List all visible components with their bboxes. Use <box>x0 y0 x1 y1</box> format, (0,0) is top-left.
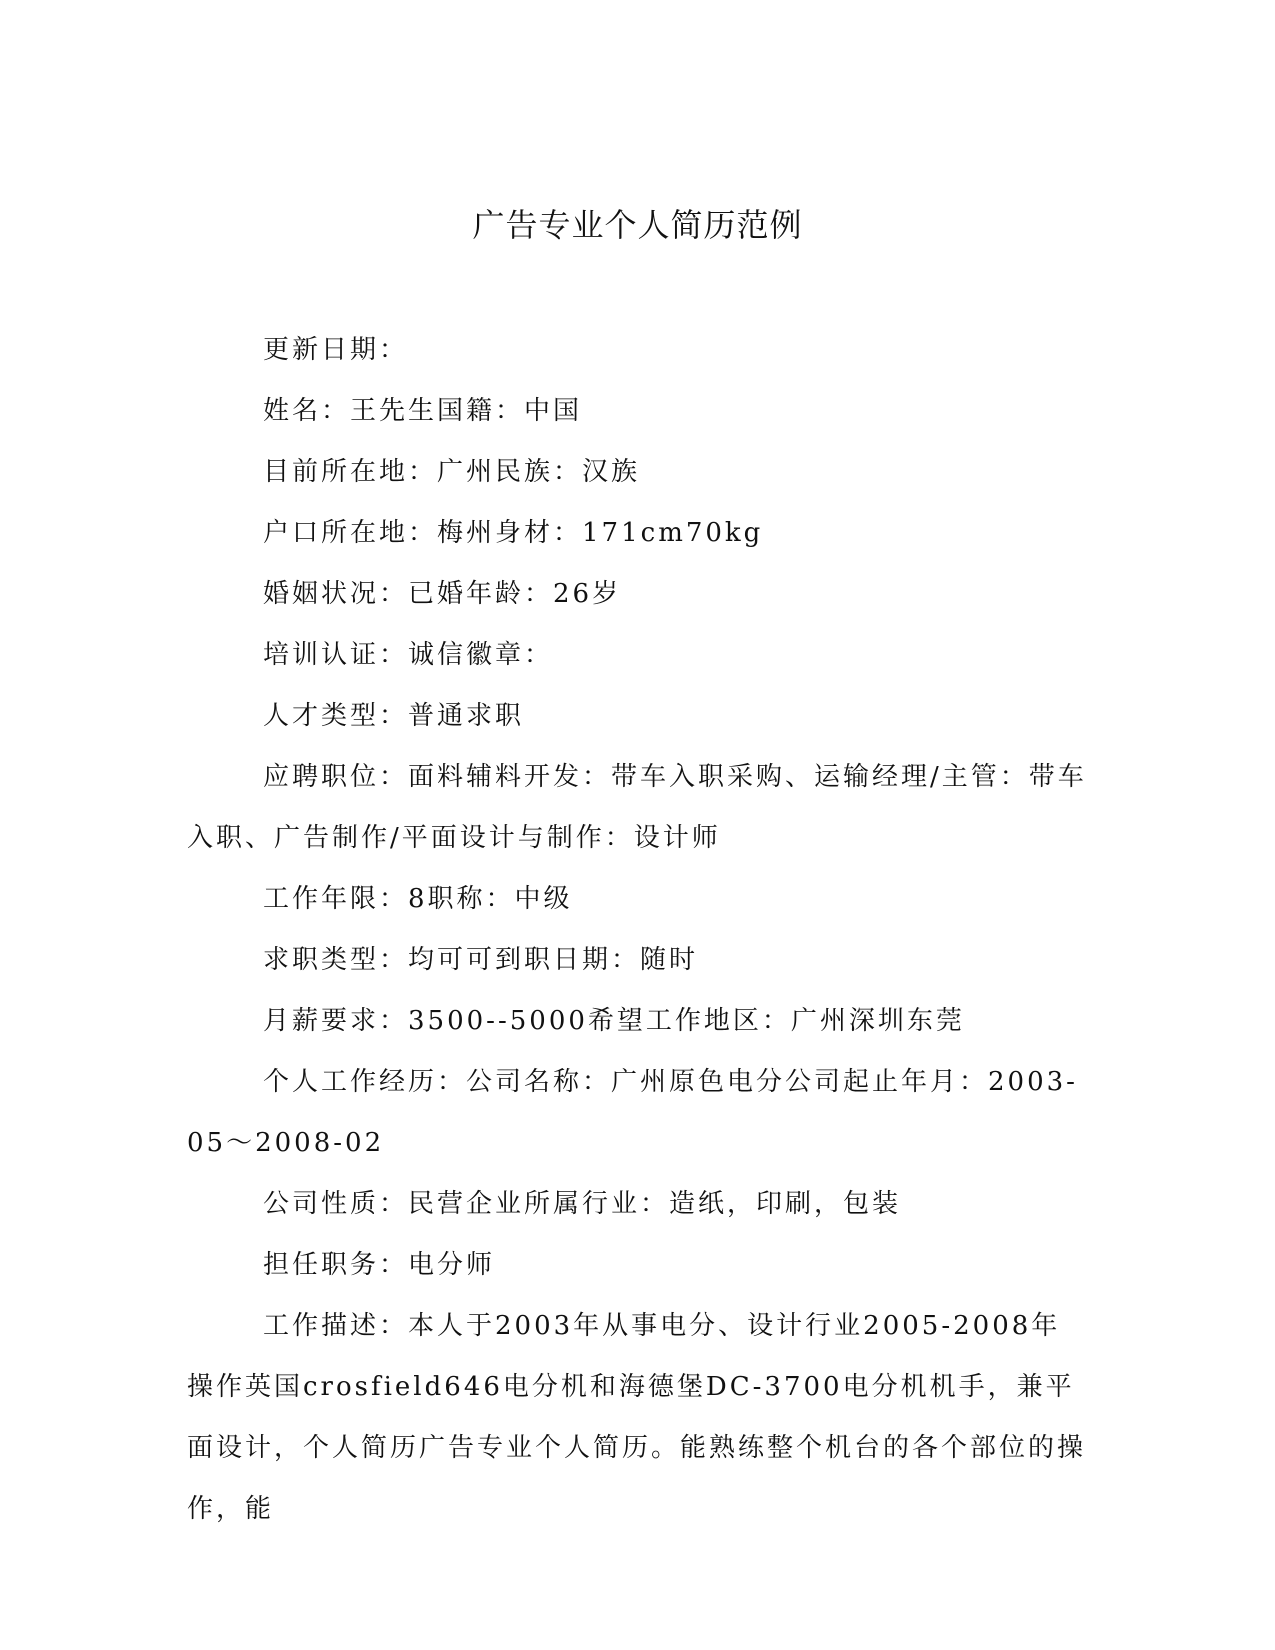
paragraph-salary-region: 月薪要求：3500--5000希望工作地区：广州深圳东莞 <box>263 1006 965 1036</box>
paragraph-certification: 培训认证：诚信徽章： <box>263 640 554 670</box>
document-title: 广告专业个人简历范例 <box>472 206 803 244</box>
paragraph-marital-age: 婚姻状况：已婚年龄：26岁 <box>263 579 622 609</box>
paragraph-talent-type: 人才类型：普通求职 <box>263 701 525 731</box>
paragraph-hukou-physique: 户口所在地：梅州身材：171cm70kg <box>263 518 764 548</box>
paragraph-work-history: 个人工作经历：公司名称：广州原色电分公司起止年月：2003-05～2008-02 <box>187 1067 1078 1158</box>
paragraph-role: 担任职务：电分师 <box>263 1250 496 1280</box>
paragraph-update-date: 更新日期： <box>263 335 409 365</box>
paragraph-job-description: 工作描述：本人于2003年从事电分、设计行业2005-2008年操作英国crosfield646电分机和海德堡DC-3700电分机机手，兼平面设计，个人简历广告专业个人简历。能熟练整个机台的各个部位的操作，能 <box>187 1311 1087 1524</box>
paragraph-name-nationality: 姓名：王先生国籍：中国 <box>263 396 583 426</box>
paragraph-positions: 应聘职位：面料辅料开发：带车入职采购、运输经理/主管：带车入职、广告制作/平面设计与制作：设计师 <box>187 762 1087 853</box>
paragraph-company-nature: 公司性质：民营企业所属行业：造纸，印刷，包装 <box>263 1189 902 1219</box>
paragraph-work-years-title: 工作年限：8职称：中级 <box>263 884 573 914</box>
paragraph-location-ethnicity: 目前所在地：广州民族：汉族 <box>263 457 641 487</box>
paragraph-job-type-start: 求职类型：均可可到职日期：随时 <box>263 945 699 975</box>
resume-body <box>187 320 1087 1540</box>
